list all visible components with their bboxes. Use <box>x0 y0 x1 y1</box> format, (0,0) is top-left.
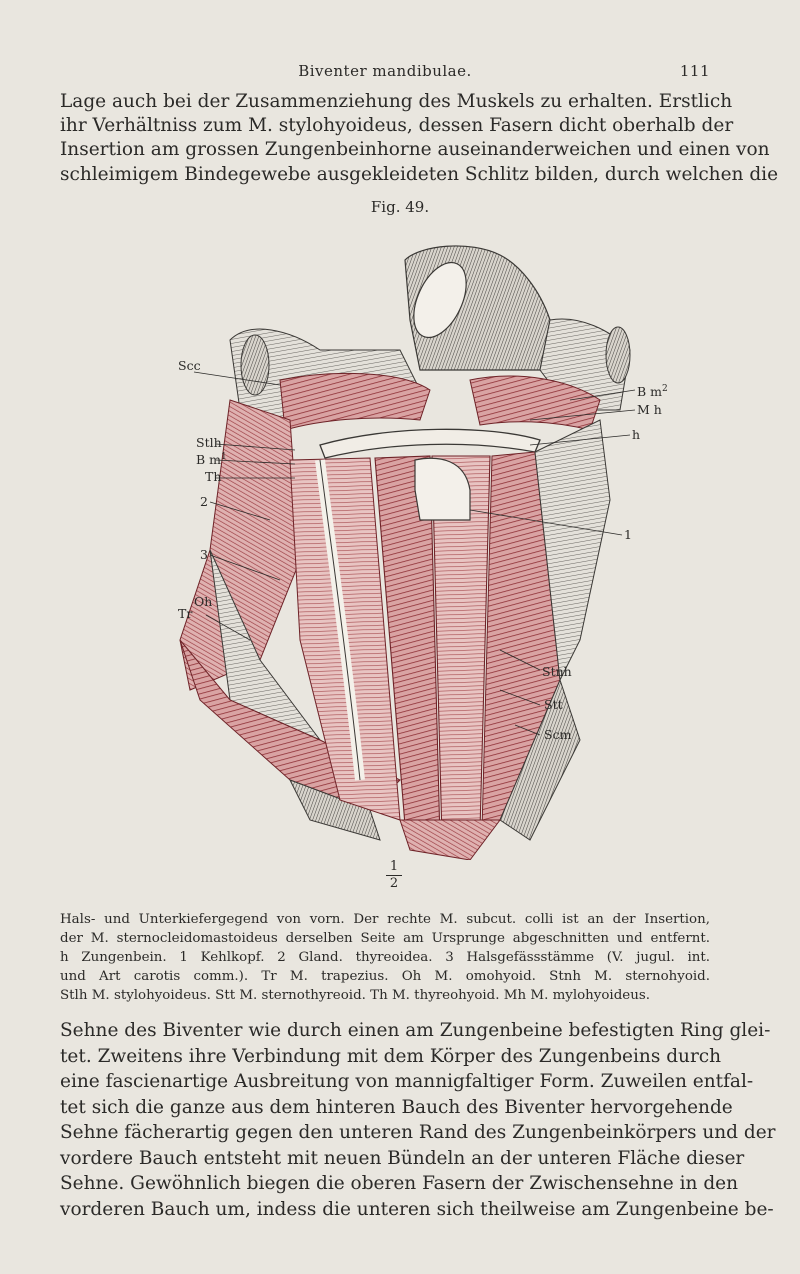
fig-label-bm2: B $m^2$ <box>637 384 668 400</box>
fig-label-stlh: Stlh <box>196 435 222 450</box>
fig-label-tr: Tr <box>178 606 193 621</box>
fig-label-3: 3 <box>200 547 208 562</box>
figure-scale <box>384 860 404 891</box>
text-line: Sehne. Gewöhnlich biegen die oberen Fasern der Zwischensehne in den <box>60 1173 739 1194</box>
running-head-title: Biventer mandibulae. <box>298 62 472 80</box>
fig-label-stnh: Stnh <box>542 664 572 679</box>
fig-label-1: 1 <box>624 527 632 542</box>
text-line: schleimigem Bindegewebe ausgekleideten Schlitz bilden, durch welchen die <box>60 163 779 185</box>
fig-label-bm1: B $m^1$ <box>196 452 227 468</box>
text-line: Lage auch bei der Zusammenziehung des Muskels zu erhalten. Erstlich <box>60 91 733 112</box>
text-line: tet. Zweitens ihre Verbindung mit dem Körper des Zungenbeins durch <box>60 1045 722 1067</box>
text-line: Sehne des Biventer wie durch einen am Zungenbeine befestigten Ring glei- <box>60 1020 771 1041</box>
text-line: eine fascienartige Ausbreitung von mannigfaltiger Form. Zuweilen entfal- <box>60 1071 754 1092</box>
paragraph-top <box>60 90 779 187</box>
text-line: Insertion am grossen Zungenbeinhorne auseinanderweichen und einen von <box>60 139 770 161</box>
anatomical-illustration <box>170 220 650 860</box>
caption-line: h Zungenbein. 1 Kehlkopf. 2 Gland. thyreoidea. 3 Halsgefässstämme (V. jugul. int. <box>60 950 710 965</box>
text-line: ihr Verhältniss zum M. stylohyoideus, dessen Fasern dicht oberhalb der <box>60 115 734 137</box>
fig-label-stt: Stt <box>544 697 563 712</box>
text-line: tet sich die ganze aus dem hinteren Bauch des Biventer hervorgehende <box>60 1096 733 1118</box>
text-line: vorderen Bauch um, indess die unteren sich theilweise am Zungenbeine be- <box>60 1198 774 1220</box>
caption-line: und Art carotis comm.). Tr M. trapezius. Oh M. omohyoid. Stnh M. sternohyoid. <box>60 969 710 984</box>
text-line: vordere Bauch entsteht mit neuen Bündeln an der unteren Fläche dieser <box>60 1147 745 1169</box>
fig-label-2: 2 <box>200 494 208 509</box>
fig-label-mh: M h <box>637 402 662 417</box>
scale-numerator: 1 <box>389 859 399 874</box>
figure-label: Fig. 49. <box>370 198 430 216</box>
fig-label-scc: Scc <box>178 358 201 373</box>
caption-line: der M. sternocleidomastoideus derselben Seite am Ursprunge abgeschnitten und entfernt. <box>60 931 710 946</box>
caption-line: Hals- und Unterkiefergegend von vorn. Der rechte M. subcut. colli ist an der Insertion, <box>60 912 710 927</box>
fig-label-oh: Oh <box>194 594 213 609</box>
caption-line: Stlh M. stylohyoideus. Stt M. sternothyreoid. Th M. thyreohyoid. Mh M. mylohyoideus. <box>60 988 650 1003</box>
fig-label-scm: Scm <box>544 727 572 742</box>
fig-label-th: Th <box>205 469 222 484</box>
scale-denominator: 2 <box>389 876 399 891</box>
page-number: 111 <box>679 62 710 80</box>
text-line: Sehne fächerartig gegen den unteren Rand des Zungenbeinkörpers und der <box>60 1122 776 1143</box>
figure-caption <box>60 910 710 1005</box>
fig-label-h: h <box>632 427 641 442</box>
paragraph-bottom <box>60 1018 776 1222</box>
